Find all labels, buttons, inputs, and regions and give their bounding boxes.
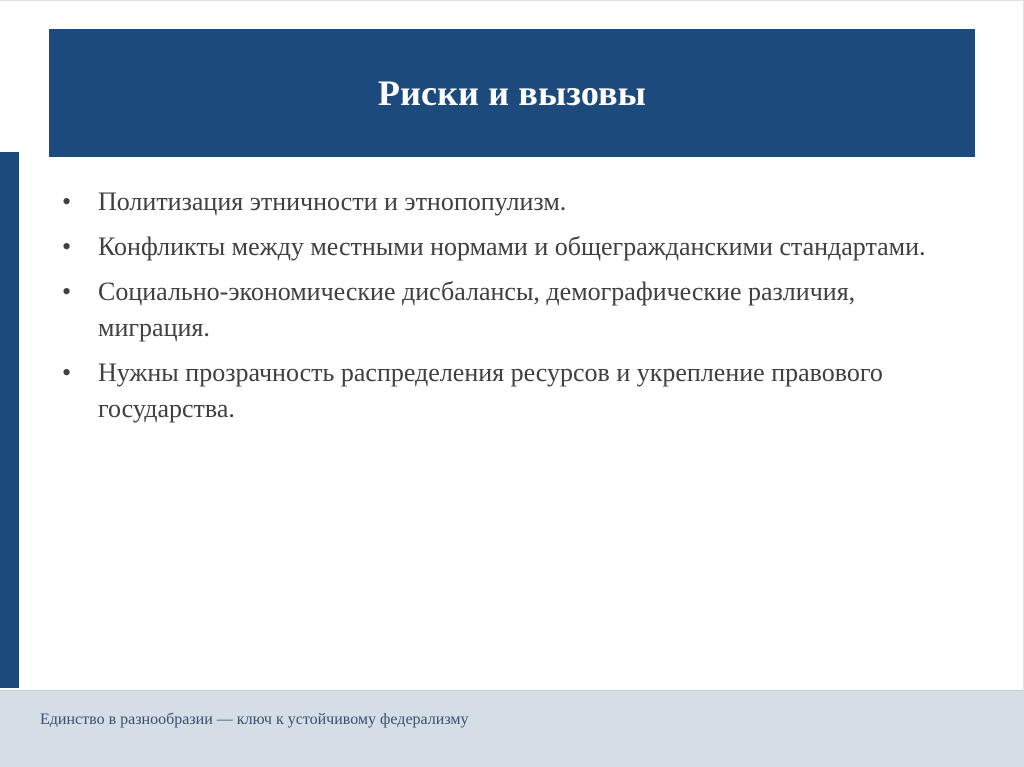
bullet-marker: • — [62, 277, 72, 306]
bullet-text: Социально-экономические дисбалансы, демографические различия, миграция. — [98, 277, 856, 342]
bullet-item — [62, 229, 942, 265]
bullet-text: Конфликты между местными нормами и общегражданскими стандартами. — [98, 232, 926, 261]
bullet-marker: • — [62, 187, 72, 216]
slide-top-border — [0, 0, 1024, 1]
bullet-text: Нужны прозрачность распределения ресурсов и укрепление правового государства. — [98, 358, 883, 423]
bullet-marker: • — [62, 232, 72, 261]
bullet-item — [62, 274, 942, 346]
bullet-item — [62, 355, 942, 427]
slide-title: Риски и вызовы — [377, 73, 647, 113]
left-accent-bar — [0, 152, 19, 688]
bullet-item — [62, 184, 942, 220]
footer-bar — [0, 690, 1024, 767]
bullet-list — [62, 184, 942, 436]
bullet-marker: • — [62, 358, 72, 387]
title-banner — [49, 29, 975, 157]
footer-caption: Единство в разнообразии — ключ к устойчивому федерализму — [40, 711, 469, 728]
bullet-text: Политизация этничности и этнопопулизм. — [98, 187, 567, 216]
